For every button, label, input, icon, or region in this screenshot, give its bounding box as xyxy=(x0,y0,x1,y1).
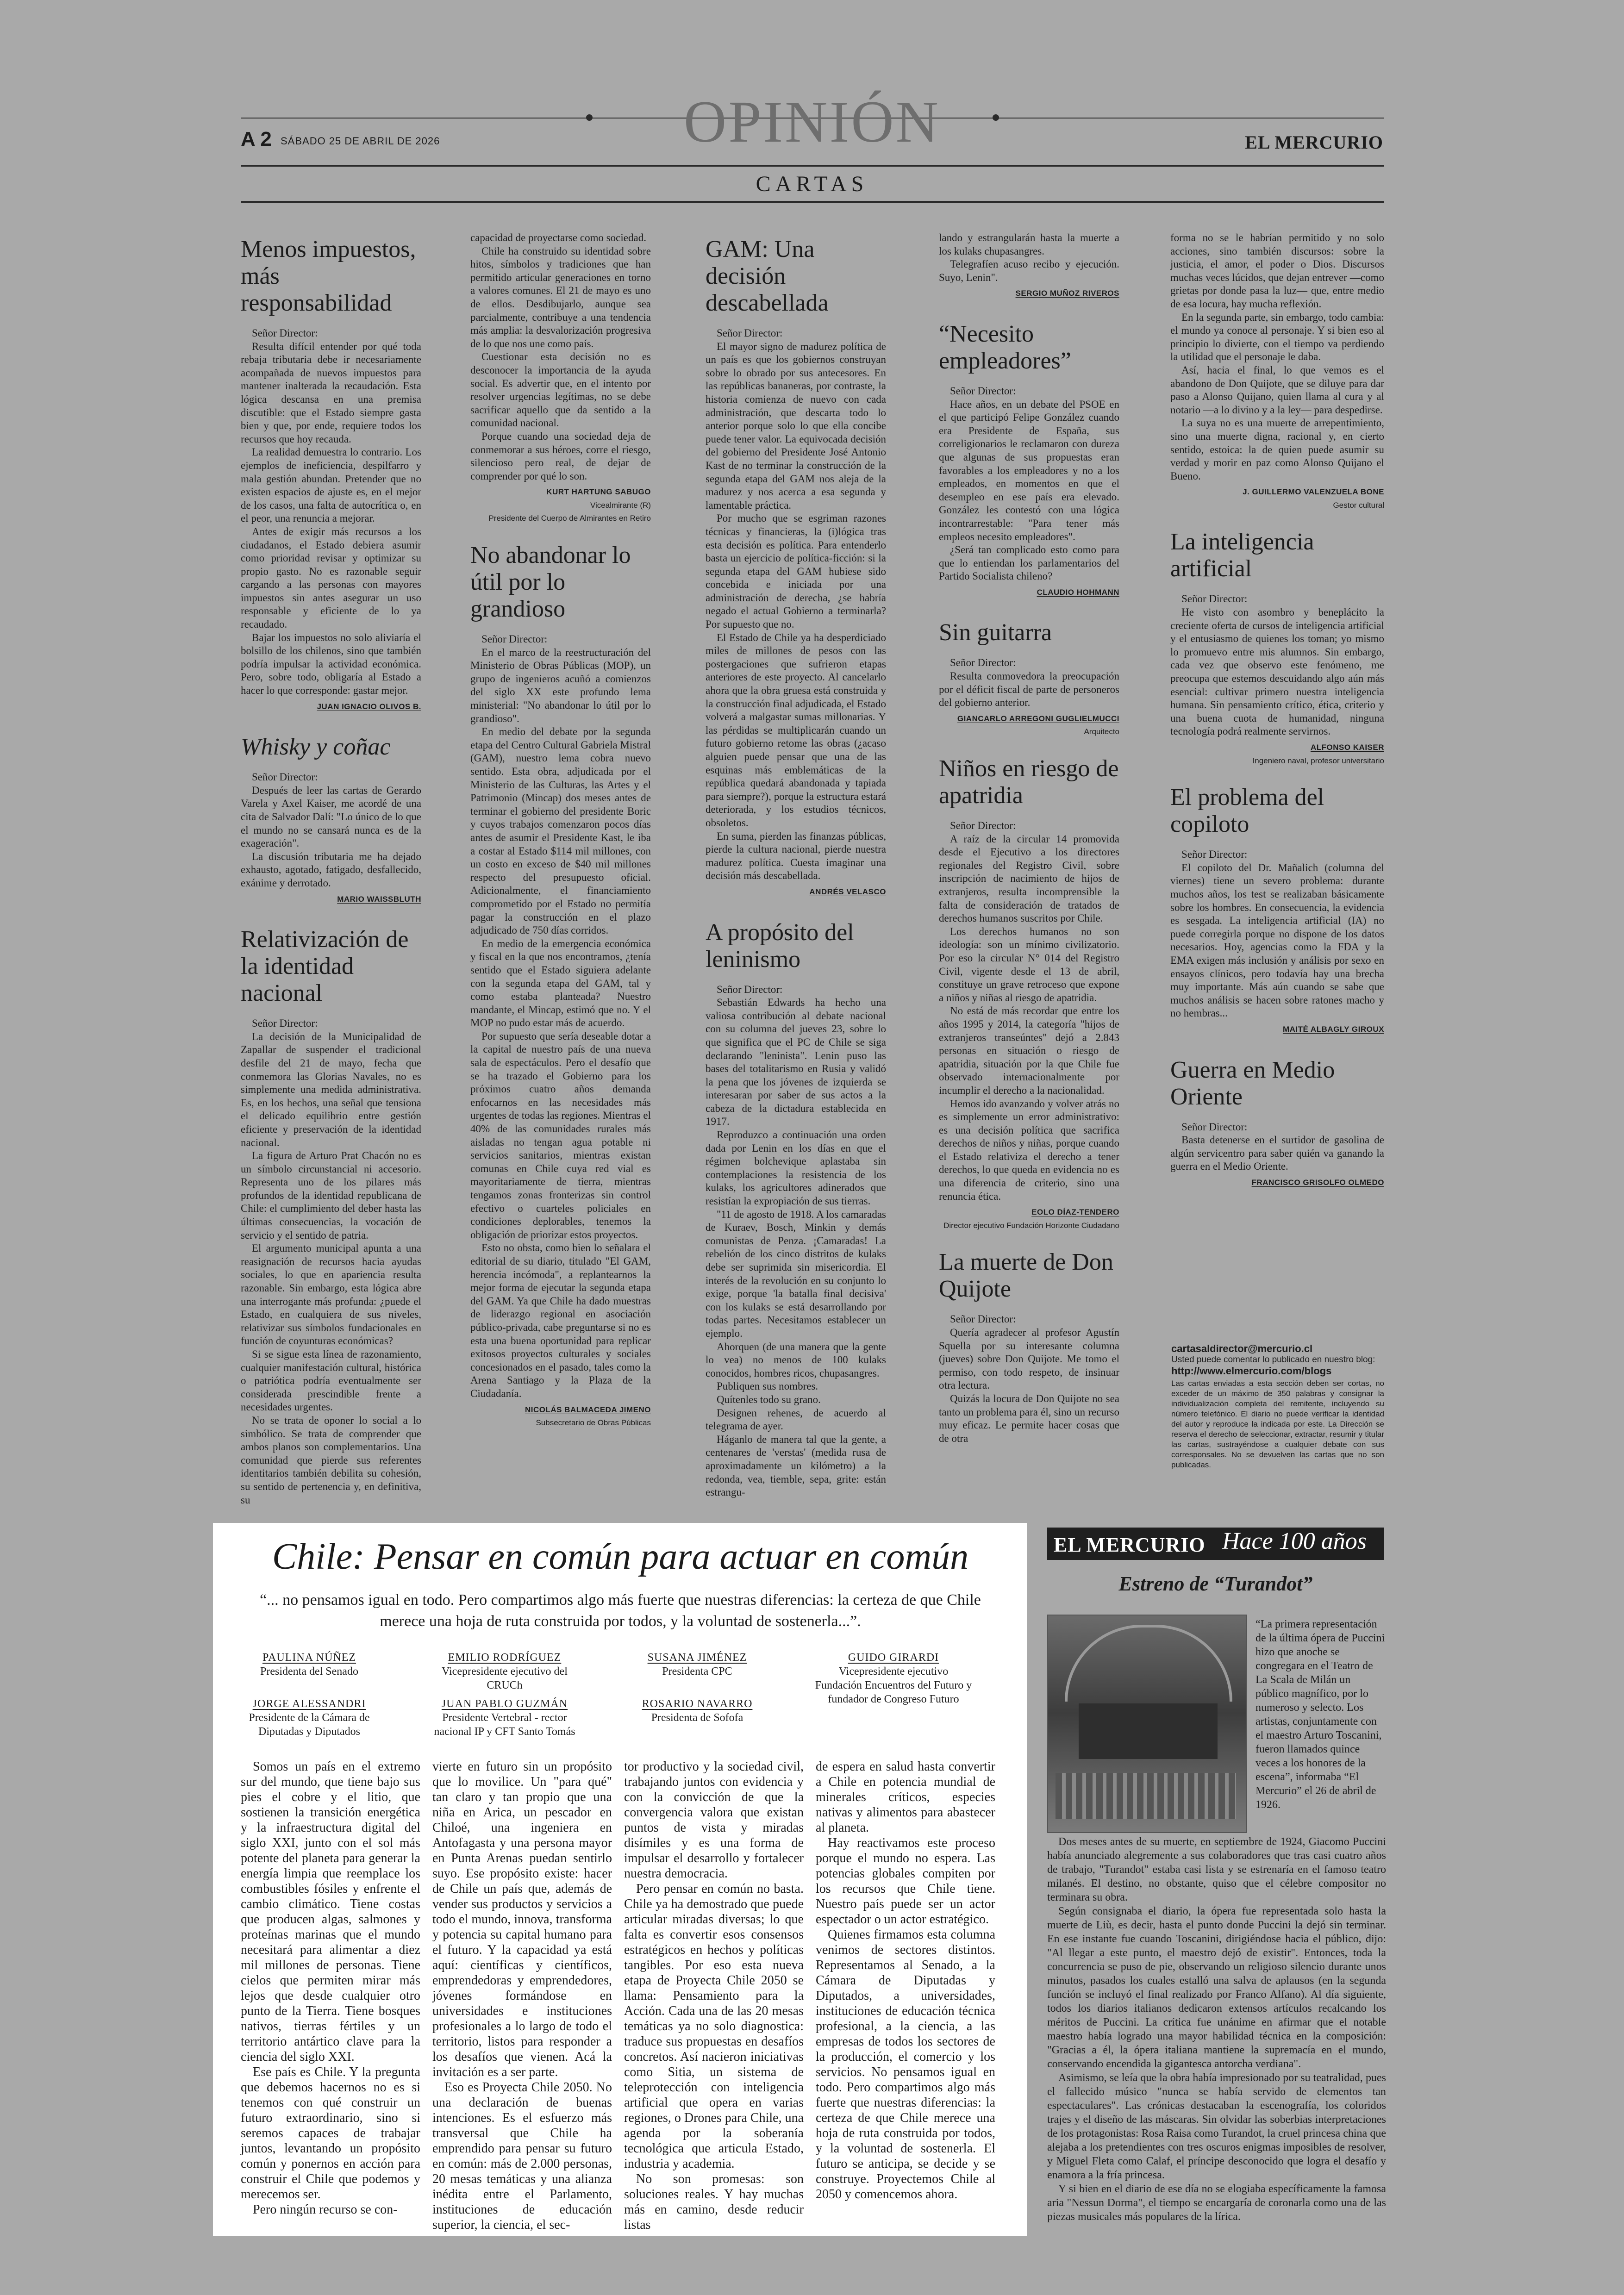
hace100-title: Estreno de “Turandot” xyxy=(1118,1572,1313,1595)
letter-paragraph: El Estado de Chile ya ha desperdiciado miles de millones de pesos con las postergaciones que sufrieron etapas anteriores de este proyecto. Al cancelarlo ahora que la obra gruesa está construida y la construcción final adjudicada, el Estado volverá a malgastar sumas millonarias. Y las pérdidas se multiplicarán cuando un futuro gobierno retome las obras (¿acaso alguien puede pensar que una de las esquinas más emblemáticas de la república quedará abandonada y tapiada para siempre?), porque la estructura estará deteriorada, y los estudios técnicos, obsoletos. xyxy=(706,631,886,829)
contact-email[interactable]: cartasaldirector@mercurio.cl xyxy=(1171,1343,1313,1354)
author-role: Presidenta del Senado xyxy=(260,1665,358,1678)
header-bottom-rule xyxy=(241,201,1384,203)
author-role: Vicepresidente ejecutivo del CRUCh xyxy=(442,1665,568,1691)
contact-blog-note: Usted puede comentar lo publicado en nuestro blog: xyxy=(1171,1355,1375,1365)
letter-continuation xyxy=(1170,231,1384,512)
contact-blog-url[interactable]: http://www.elmercurio.com/blogs xyxy=(1171,1365,1332,1377)
letter-paragraph: No se trata de oponer lo social a lo simbólico. Se trata de comprender que ambos planos son complementarios. Una comunidad que pierde sus referentes identitarios también debilita su cohesión, su sentido de pertenencia y, en definitiva, su xyxy=(241,1414,421,1506)
letter-signature: SERGIO MUÑOZ RIVEROS xyxy=(1015,289,1119,298)
letter xyxy=(706,919,886,1499)
letter xyxy=(241,734,421,906)
theatre-photo-audience xyxy=(1056,1773,1236,1819)
page-date: SÁBADO 25 DE ABRIL DE 2026 xyxy=(281,135,440,147)
letter-title: Sin guitarra xyxy=(939,619,1052,646)
page-number: A 2 xyxy=(241,128,272,150)
letter-salute: Señor Director: xyxy=(1181,848,1248,861)
author-role: Presidente de la Cámara de Diputadas y Diputados xyxy=(249,1712,370,1738)
letter-paragraph: Resulta difícil entender por qué toda rebaja tributaria debe ir necesariamente acompañada de nuevos impuestos para mantener inalterada la recaudación. Esta lógica descansa en una premisa discutible: que el Estado siempre gasta bien y que, por ende, requiere todos los recursos que hoy recauda. xyxy=(241,340,421,445)
letter-salute: Señor Director: xyxy=(717,983,783,995)
letter-continuation xyxy=(470,231,651,525)
letter-paragraph: Quería agradecer al profesor Agustín Squella por su interesante columna (jueves) sobre Don Quijote. Me tomo el permiso, con todo respeto, de insinuar otra lectura. xyxy=(939,1327,1119,1391)
letter-title: A propósito del leninismo xyxy=(706,919,854,973)
letter-signature: CLAUDIO HOHMANN xyxy=(1037,587,1119,597)
letter-paragraph: Quizás la locura de Don Quijote no sea tanto un problema para él, sino un recurso muy eficaz. Le permite hacer cosas que de otra xyxy=(939,1393,1119,1444)
feature-paragraph: tor productivo y la sociedad civil, trabajando juntos con evidencia y con la convicción de que la convergencia valora que existan puntos de vista y miradas disímiles y es una forma de impulsar el desarrollo y fortalecer nuestra democracia. xyxy=(624,1759,804,1881)
letter-paragraph: Por mucho que se esgriman razones técnicas y financieras, la (i)lógica tras esta decisión es política. Para entenderlo basta un ejercicio de política-ficción: si la segunda etapa del GAM hubiese sido concebida e iniciada por una administración de derecha, ¿se habría negado el actual Gobierno a terminarla? Por supuesto que no. xyxy=(706,512,886,630)
letters-column-3 xyxy=(706,231,886,1499)
letter-paragraph: La figura de Arturo Prat Chacón no es un símbolo circunstancial ni accesorio. Representa uno de los pilares más profundos de la identidad republicana de Chile: el cumplimiento del deber hasta las últimas consecuencias, la vocación de servicio y el sentido de patria. xyxy=(241,1150,421,1241)
feature-author xyxy=(815,1651,972,1706)
feature-column-2 xyxy=(432,1759,612,2233)
hace100-paragraph: Asimismo, se leía que la obra había impresionado por su teatralidad, pues el fallecido músico "nunca se había servido de elementos tan espectaculares". Las crónicas destacaban la escenografía, los coloridos trajes y el diseño de las máscaras. Sin olvidar las soberbias interpretaciones de los protagonistas: Rosa Raisa como Turandot, la cruel princesa china que alejaba a los pretendientes con tres oscuros enigmas imposibles de resolver, y Miguel Fleta como Calaf, el príncipe desconocido que logra el desafío y enamora a la fría princesa. xyxy=(1047,2072,1386,2181)
letter-title: Menos impuestos, más responsabilidad xyxy=(241,236,416,316)
section-title: OPINIÓN xyxy=(683,89,941,155)
letter-paragraph: En medio de la emergencia económica y fiscal en la que nos encontramos, ¿tenía sentido que el Estado siguiera adelante con la segunda etapa del GAM, tal y como estaba planteada? Nuestro mandante, el Mincap, estimó que no. Y el MOP no pudo estar más de acuerdo. xyxy=(470,937,651,1029)
feature-paragraph: Ese país es Chile. Y la pregunta que debemos hacernos no es si tenemos con qué construir un futuro extraordinario, sino si seremos capaces de trabajar juntos, levantando un propósito común y ponernos en acción para construir el Chile que podemos y merecemos ser. xyxy=(241,2065,420,2201)
hace100-paragraph: Y si bien en el diario de ese día no se elogiaba específicamente la famosa aria "Nessun Dorma", el tiempo se encargaría de coronarla como una de las piezas musicales más populares de la lírica. xyxy=(1047,2183,1386,2223)
letter-continuation xyxy=(939,231,1119,300)
letter-salute: Señor Director: xyxy=(252,1017,318,1029)
letter-paragraph: La realidad demuestra lo contrario. Los ejemplos de ineficiencia, despilfarro y mala gestión abundan. Pretender que no existen espacios de ajuste es, en el mejor de los casos, una falta de autocrítica o, en el peor, una renuncia a mejorar. xyxy=(241,446,421,524)
letter-role: Director ejecutivo Fundación Horizonte Ciudadano xyxy=(943,1221,1119,1230)
hace100-body xyxy=(1047,1835,1386,2224)
letter-paragraph: A raíz de la circular 14 promovida desde el Ejecutivo a los directores regionales del Registro Civil, sobre inscripción de nacimiento de hijos de extranjeros, resulta incomprensible la falta de consideración de tratados de derechos humanos suscritos por Chile. xyxy=(939,833,1119,924)
letters-column-5 xyxy=(1170,231,1384,1189)
feature-author xyxy=(426,1651,583,1692)
feature-paragraph: de espera en salud hasta convertir a Chile en potencia mundial de minerales críticos, especies nativas y alimentos para abastecer al planeta. xyxy=(816,1759,995,1835)
letter-signature: MARIO WAISSBLUTH xyxy=(337,894,421,904)
feature-paragraph: Somos un país en el extremo sur del mundo, que tiene bajo sus pies el cobre y el litio, que sostienen la transición energética y la infraestructura digital del siglo XXI, junto con el sol más potente del planeta para generar la energía limpia que reemplace los combustibles fósiles y enfrente el cambio climático. Tiene costas que producen algas, salmones y proteínas marinas que el mundo necesitará para alimentar a diez mil millones de personas. Tiene cielos que permiten mirar más lejos que desde cualquier otro punto de la Tierra. Tiene bosques nativos, tierras fértiles y un territorio antártico clave para la ciencia del siglo XXI. xyxy=(241,1759,420,2064)
letter-paragraph: ¿Será tan complicado esto como para que lo entiendan los parlamentarios del Partido Socialista chileno? xyxy=(939,544,1119,582)
letter-signature: NICOLÁS BALMACEDA JIMENO xyxy=(525,1405,651,1414)
letter-salute: Señor Director: xyxy=(950,820,1016,832)
author-name: JORGE ALESSANDRI xyxy=(252,1698,366,1710)
feature-paragraph: Hay reactivamos este proceso porque el mundo no espera. Las potencias globales compiten por los recursos que Chile tiene. Nuestro país puede ser un actor espectador o un actor estratégico. xyxy=(816,1836,995,1927)
letter-paragraph: Los derechos humanos no son ideología: son un mínimo civilizatorio. Por eso la circular N° 014 del Registro Civil, vigente desde el 13 de abril, constituye un grave retroceso que expone a niños y niñas al riesgo de apatridia. xyxy=(939,925,1119,1004)
feature-quote: “... no pensamos igual en todo. Pero compartimos algo más fuerte que nuestras diferencias: la certeza de que Chile merece una hoja de ruta construida por todos, y la voluntad de sostenerla...”. xyxy=(260,1591,981,1630)
letters-column-4 xyxy=(939,231,1119,1445)
letter-paragraph: Por supuesto que sería deseable dotar a la capital de nuestro país de una nueva sala de espectáculos. Pero el desafío que se ha trazado el Gobierno para los próximos cuatro años demanda enfocarnos en las necesidades más urgentes de todas las regiones. Mientras el 40% de las comunidades rurales más aisladas no tengan agua potable ni servicios sanitarios, mientras existan comunas en Chile cuya red vial es mayoritariamente de tierra, mientras tengamos zonas fronterizas sin control efectivo o cuarteles policiales en condiciones deplorables, tenemos la obligación de priorizar estos proyectos. xyxy=(470,1030,651,1241)
feature-paragraph: vierte en futuro sin un propósito que lo movilice. Un "para qué" tan claro y tan propio que una niña en Arica, un pescador en Chiloé, una ingeniera en Antofagasta y una persona mayor en Punta Arenas puedan sentirlo suyo. Ese propósito existe: hacer de Chile un país que, además de vender sus productos y servicios a todo el mundo, innova, transforma y potencia su capital humano para el futuro. Y la capacidad ya está aquí: científicas y científicos, emprendedoras y emprendedores, jóvenes formándose en universidades e instituciones profesionales a lo largo de todo el territorio, listos para responder a los desafíos que vienen. Acá la invitación es a ser parte. xyxy=(432,1759,612,2079)
letter-signature: EOLO DÍAZ-TENDERO xyxy=(1031,1208,1119,1217)
theatre-photo-stage xyxy=(1079,1703,1218,1759)
letter-signature: MAITÉ ALBAGLY GIROUX xyxy=(1282,1024,1384,1034)
hace100-label: Hace 100 años xyxy=(1222,1528,1367,1554)
letter-title: GAM: Una decisión descabellada xyxy=(706,236,829,316)
letter-paragraph: La decisión de la Municipalidad de Zapallar de suspender el tradicional desfile del 21 de mayo, fecha que conmemora las Glorias Navales, no es simplemente una medida administrativa. Es, en los hechos, una señal que tensiona el delicado equilibrio entre gestión eficiente y preservación de la identidad nacional. xyxy=(241,1030,421,1148)
letter xyxy=(939,1249,1119,1445)
letter-role: Gestor cultural xyxy=(1333,500,1384,510)
letter-paragraph: El argumento municipal apunta a una reasignación de recursos hacia ayudas sociales, lo que en apariencia resulta razonable. Sin embargo, esta lógica abre una interrogante más profunda: ¿puede el Estado, en cualquiera de sus niveles, relativizar sus símbolos fundacionales en función de coyunturas económicas? xyxy=(241,1242,421,1347)
letter xyxy=(706,236,886,899)
letter-paragraph: lando y estrangularán hasta la muerte a los kulaks chupasangres. xyxy=(939,232,1119,257)
letter-paragraph: Publiquen sus nombres. xyxy=(717,1380,818,1392)
letter-paragraph: Cuestionar esta decisión no es desconocer la importancia de la ayuda social. Es advertir que, en el intento por resolver urgencias legítimas, no se debe sacrificar aquello que da sentido a la comunidad nacional. xyxy=(470,351,651,429)
letter-salute: Señor Director: xyxy=(717,327,783,339)
author-name: EMILIO RODRÍGUEZ xyxy=(448,1652,562,1664)
letter-title: El problema del copiloto xyxy=(1170,784,1324,838)
letter-title: Guerra en Medio Oriente xyxy=(1170,1056,1335,1110)
feature-author xyxy=(618,1697,776,1725)
feature-paragraph: Pero ningún recurso se con- xyxy=(253,2202,398,2217)
letter-salute: Señor Director: xyxy=(481,633,548,645)
letters-contact-box xyxy=(1171,1343,1384,1470)
feature-column-4 xyxy=(816,1759,995,2202)
letter-paragraph: Basta detenerse en el surtidor de gasolina de algún servicentro para saber quién va ganando la guerra en el Medio Oriente. xyxy=(1170,1134,1384,1172)
author-role: Presidente Vertebral - rector nacional IP y CFT Santo Tomás xyxy=(434,1712,575,1738)
letter-paragraph: Chile ha construido su identidad sobre hitos, símbolos y tradiciones que han permitido articular generaciones en torno a valores comunes. El 21 de mayo es uno de ellos. Desdibujarlo, aunque sea parcialmente, contribuye a una tendencia más amplia: la desvalorización progresiva de lo que nos une como país. xyxy=(470,245,651,349)
letter-paragraph: Hace años, en un debate del PSOE en el que participó Felipe González cuando era Presidente de España, sus correligionarios le reclamaron con dureza que algunas de sus propuestas eran favorables a los empleadores y no a los empleados, en momentos en que el desempleo en ese país era elevado. González les contestó con una lógica incontrarrestable: "Para tener más empleos necesito empleadores". xyxy=(939,398,1119,543)
feature-paragraph: No son promesas: son soluciones reales. Y hay muchas más en camino, desde reducir listas xyxy=(624,2172,804,2232)
letter xyxy=(939,619,1119,739)
letter-role: Subsecretario de Obras Públicas xyxy=(536,1418,651,1428)
letter-salute: Señor Director: xyxy=(950,657,1016,669)
letter-signature: J. GUILLERMO VALENZUELA BONE xyxy=(1243,487,1384,497)
letter-salute: Señor Director: xyxy=(252,327,318,339)
letter-role: Ingeniero naval, profesor universitario xyxy=(1252,756,1384,765)
letter xyxy=(1170,784,1384,1036)
author-name: PAULINA NÚÑEZ xyxy=(262,1652,356,1664)
feature-column-1 xyxy=(241,1759,420,2217)
letter-paragraph: Quítenles todo su grano. xyxy=(717,1393,821,1405)
feature-author xyxy=(231,1697,388,1739)
letter-paragraph: Esto no obsta, como bien lo señalara el editorial de su diario, titulado "El GAM, herencia incómoda", a replantearnos la mejor forma de ejecutar la segunda etapa del GAM. Ya que Chile ha dado muestras de liderazgo regional en asociación público-privada, cabe preguntarse si no es esta una buena oportunidad para replicar exitosos proyectos culturales y sociales concesionados en el pasado, tales como la Arena Santiago y la Plaza de la Ciudadanía. xyxy=(470,1242,651,1399)
header-dot-left xyxy=(586,114,593,121)
letter-paragraph: Bajar los impuestos no solo aliviaría el bolsillo de los chilenos, sino que también podría impulsar la actividad económica. Pero, sobre todo, obligaría al Estado a hacer lo que corresponde: gastar mejor. xyxy=(241,631,421,697)
hace100-paragraph: Según consignaba el diario, la ópera fue representada solo hasta la muerte de Liù, es decir, hasta el punto donde Puccini la dejó sin terminar. En ese instante fue cuando Toscanini, dirigiéndose hacia el público, dijo: "Al llegar a este punto, el maestro dejó de existir". Entonces, toda la concurrencia se puso de pie, observando un religioso silencio durante unos minutos, pasados los cuales estalló una salva de aplausos (en la segunda función se incluyó el final realizado por Franco Alfano). Al día siguiente, todos los diarios italianos dedicaron extensos artículos recalcando los méritos de Puccini. La crítica fue unánime en afirmar que el notable maestro había logrado una mayor habilidad técnica en la composición: "Gracias a él, la ópera italiana mantiene la supremacía en el mundo, conservando encendida la gigantesca antorcha verdiana". xyxy=(1047,1905,1386,2070)
letter-paragraph: Reproduzco a continuación una orden dada por Lenin en los días en que el régimen bolchevique aplastaba sin contemplaciones la resistencia de los kulaks, los agricultores adinerados que resistían la expropiación de sus tierras. xyxy=(706,1129,886,1207)
feature-author xyxy=(231,1651,388,1678)
letter-signature: FRANCISCO GRISOLFO OLMEDO xyxy=(1251,1178,1384,1187)
letter-salute: Señor Director: xyxy=(1181,1121,1248,1133)
letter-role: Presidente del Cuerpo de Almirantes en Retiro xyxy=(488,514,651,523)
letter-paragraph: Porque cuando una sociedad deja de conmemorar a sus héroes, corre el riesgo, silencioso pero real, de dejar de comprender por qué lo son. xyxy=(470,430,651,482)
letter xyxy=(939,321,1119,599)
letter-paragraph: Si se sigue esta línea de razonamiento, cualquier manifestación cultural, histórica o patriótica podría eventualmente ser considerada prescindible frente a necesidades urgentes. xyxy=(241,1348,421,1413)
feature-paragraph: Eso es Proyecta Chile 2050. No una declaración de buenas intenciones. Es el esfuerzo más transversal que Chile ha emprendido para pensar su futuro en común: más de 2.000 personas, 20 mesas temáticas y una alianza inédita entre el Parlamento, instituciones de educación superior, la ciencia, el sec- xyxy=(432,2080,612,2232)
letter-paragraph: Ahorquen (de una manera que la gente lo vea) no menos de 100 kulaks conocidos, hombres ricos, chupasangres. xyxy=(706,1341,886,1379)
subsection-title: CARTAS xyxy=(756,172,868,196)
hace100-paragraph: Dos meses antes de su muerte, en septiembre de 1924, Giacomo Puccini había anunciado alegremente a sus colaboradores que tras casi cuatro años de trabajo, "Turandot" estaba casi lista y se estrenaría en el famoso teatro milanés. El destino, no obstante, quiso que el célebre compositor no terminara su obra. xyxy=(1047,1836,1386,1903)
letter-salute: Señor Director: xyxy=(252,771,318,783)
author-role: Presidenta CPC xyxy=(662,1665,732,1678)
letter-paragraph: Telegrafíen acuso recibo y ejecución. Suyo, Lenin". xyxy=(939,258,1119,283)
feature-author xyxy=(618,1651,776,1678)
feature-title: Chile: Pensar en común para actuar en común xyxy=(272,1536,969,1577)
letter-signature: ANDRÉS VELASCO xyxy=(809,887,886,896)
author-name: SUSANA JIMÉNEZ xyxy=(647,1652,747,1664)
letter-title: Niños en riesgo de apatridia xyxy=(939,755,1119,809)
letter-paragraph: En la segunda parte, sin embargo, todo cambia: el mundo ya conoce al personaje. Y si bien eso al principio lo divierte, con el tiempo va perdiendo la utilidad que el personaje le daba. xyxy=(1170,311,1384,363)
letter-title: No abandonar lo útil por lo grandioso xyxy=(470,542,631,623)
letter-salute: Señor Director: xyxy=(950,1313,1016,1325)
letter-signature: KURT HARTUNG SABUGO xyxy=(546,487,651,497)
letter-signature: ALFONSO KAISER xyxy=(1310,743,1384,752)
letter-paragraph: capacidad de proyectarse como sociedad. xyxy=(470,232,646,243)
newspaper-brand: EL MERCURIO xyxy=(1245,132,1383,153)
author-role: Vicepresidente ejecutivo Fundación Encuentros del Futuro y fundador de Congreso Futuro xyxy=(815,1665,972,1705)
letter-paragraph: forma no se le habrían permitido y no solo acciones, sino también discursos: sobre la justicia, el amor, el poder o Dios. Discursos muchas veces lúcidos, que dejan entrever —como grietas por donde pasa la luz— que, entre medio de esa locura, hay mucha reflexión. xyxy=(1170,232,1384,310)
letter xyxy=(241,236,421,713)
letter-signature: JUAN IGNACIO OLIVOS B. xyxy=(317,702,421,711)
letter-paragraph: No está de más recordar que entre los años 1995 y 2014, la categoría "hijos de extranjeros transeúntes" dejó a 2.843 personas en situación o riesgo de apatridia, situación por la que Chile fue observado internacionalmente por incumplir el derecho a la nacionalidad. xyxy=(939,1005,1119,1096)
feature-column-3 xyxy=(624,1759,804,2233)
letter-title: Relativización de la identidad nacional xyxy=(241,926,409,1007)
letter-paragraph: La discusión tributaria me ha dejado exhausto, agotado, fatigado, desfallecido, exánime y derrotado. xyxy=(241,850,421,889)
author-name: GUIDO GIRARDI xyxy=(848,1652,939,1664)
letter-paragraph: En el marco de la reestructuración del Ministerio de Obras Públicas (MOP), un grupo de ingenieros acuñó a comienzos del siglo XX este profundo lema ministerial: "No abandonar lo útil por lo grandioso". xyxy=(470,646,651,724)
letter-title: La inteligencia artificial xyxy=(1170,529,1314,582)
letter-paragraph: Así, hacia el final, lo que vemos es el abandono de Don Quijote, que se diluye para dar paso a Alonso Quijano, quien llama al cura y al notario —a lo divino y a la ley— para despedirse. xyxy=(1170,364,1384,416)
letter-role: Vicealmirante (R) xyxy=(590,500,651,510)
letter xyxy=(1170,1057,1384,1190)
letter-paragraph: Designen rehenes, de acuerdo al telegrama de ayer. xyxy=(706,1407,886,1432)
letter-signature: GIANCARLO ARREGONI GUGLIELMUCCI xyxy=(957,714,1119,723)
hace100-brand: EL MERCURIO xyxy=(1054,1534,1206,1556)
letter-title: Whisky y coñac xyxy=(241,734,391,761)
letter-salute: Señor Director: xyxy=(950,385,1016,397)
letter xyxy=(1170,529,1384,767)
letter-paragraph: Antes de exigir más recursos a los ciudadanos, el Estado debiera asumir como prioridad revisar y optimizar su propio gasto. No es razonable seguir cargando a las personas con mayores impuestos sin antes asegurar un uso responsable y eficiente de lo ya recaudado. xyxy=(241,525,421,630)
feature-author xyxy=(426,1697,583,1739)
contact-policy: Las cartas enviadas a esta sección deben ser cortas, no exceder de un máximo de 350 palabras y consignar la individualización completa del remitente, incluyendo su número telefónico. El diario no puede verificar la identidad del autor y reproduce la indicada por este. La Dirección se reserva el derecho de seleccionar, extractar, resumir y titular las cartas, sustrayéndose a cualquier debate con sus corresponsales. No se devuelven las cartas que no son publicadas. xyxy=(1171,1379,1384,1469)
letter-paragraph: En suma, pierden las finanzas públicas, pierde la cultura nacional, pierde nuestra madurez política. Cuesta imaginar una decisión más descabellada. xyxy=(706,830,886,882)
letter-title: “Necesito empleadores” xyxy=(939,320,1071,374)
feature-paragraph: Pero pensar en común no basta. Chile ya ha demostrado que puede articular miradas diversas; lo que falta es convertir esos consensos estratégicos en hechos y políticas tangibles. Por eso esta nueva etapa de Proyecta Chile 2050 se llama: Pensamiento para la Acción. Cada una de las 20 mesas temáticas ya no solo diagnostica: traduce sus propuestas en desafíos concretos. Así nacieron iniciativas como Sitia, un sistema de teleprotección con inteligencia artificial que opera en varias regiones, o Drones para Chile, una agenda por la soberanía tecnológica que articula Estado, industria y academia. xyxy=(624,1882,804,2171)
letter-paragraph: Hemos ido avanzando y volver atrás no es simplemente un error administrativo: es una decisión política que sacrifica derechos de niños y niñas, porque cuando el Estado relativiza el derecho a tener derechos, lo que queda en evidencia no es una diferencia de criterio, sino una renuncia ética. xyxy=(939,1098,1119,1202)
author-name: ROSARIO NAVARRO xyxy=(642,1698,753,1710)
letter-paragraph: Háganlo de manera tal que la gente, a centenares de 'verstas' (medida rusa de aproximadamente un kilómetro) a la redonda, vea, tiemble, sepa, grite: están estrangu- xyxy=(706,1433,886,1498)
author-name: JUAN PABLO GUZMÁN xyxy=(441,1698,568,1710)
letter-paragraph: He visto con asombro y beneplácito la creciente oferta de cursos de inteligencia artificial y el entusiasmo de quienes los toman; yo mismo lo promuevo entre mis alumnos. Sin embargo, cada vez que observo este fenómeno, me preocupa que estemos descuidando algo aún más esencial: cultivar primero nuestra inteligencia humana. Sin pensamiento crítico, ética, criterio y una buena cuota de humanidad, ninguna tecnología podrá realmente servirnos. xyxy=(1170,606,1384,737)
letter-paragraph: Después de leer las cartas de Gerardo Varela y Axel Kaiser, me acordé de una cita de Salvador Dalí: "Lo único de lo que el mundo no se cansará nunca es de la exageración". xyxy=(241,784,421,849)
letter-paragraph: Resulta conmovedora la preocupación por el déficit fiscal de parte de personeros del gobierno anterior. xyxy=(939,670,1119,709)
letter-title: La muerte de Don Quijote xyxy=(939,1249,1113,1303)
letter-role: Arquitecto xyxy=(1084,727,1119,736)
letter-paragraph: El mayor signo de madurez política de un país es que los gobiernos construyan sobre lo obrado por sus antecesores. En las repúblicas bananeras, por contraste, la historia comienza de nuevo con cada administración, que descarta todo lo anterior porque solo lo que ella concibe puede tener valor. La equivocada decisión del gobierno del Presidente José Antonio Kast de no terminar la construcción de la segunda etapa del GAM nos aleja de la madurez y nos acerca a esa segunda y lamentable práctica. xyxy=(706,340,886,511)
letter-paragraph: Sebastián Edwards ha hecho una valiosa contribución al debate nacional con su columna del jueves 23, sobre lo que significa que el PC de Chile se siga declarando "leninista". Lenin puso las bases del totalitarismo en Rusia y validó la pena que los jóvenes de izquierda se interesaran por saber de sus actos a la cabeza de la dictadura establecida en 1917. xyxy=(706,997,886,1128)
letter xyxy=(241,926,421,1507)
feature-paragraph: Quienes firmamos esta columna venimos de sectores distintos. Representamos al Senado, a la Cámara de Diputadas y Diputados, a universidades, instituciones de educación técnica profesional, a la ciencia, a las empresas de todos los sectores de la producción, el comercio y los servicios. No pensamos igual en todo. Pero compartimos algo más fuerte que nuestras diferencias: la certeza de que Chile merece una hoja de ruta construida por todos, y la voluntad de sostenerla. El futuro se anticipa, se decide y se construye. Proyectemos Chile al 2050 y comencemos ahora. xyxy=(816,1927,995,2201)
letter xyxy=(939,755,1119,1232)
letters-column-2 xyxy=(470,231,651,1447)
letters-column-1 xyxy=(241,231,421,1507)
letter-paragraph: La suya no es una muerte de arrepentimiento, sino una muerte digna, racional y, en cierto sentido, estoica: la de quien puede asumir su verdad y morir en paz como Alonso Quijano el Bueno. xyxy=(1170,417,1384,482)
author-role: Presidenta de Sofofa xyxy=(651,1712,743,1724)
hace100-intro: “La primera representación de la última ópera de Puccini hizo que anoche se congregara en el Teatro de La Scala de Milán un público magnífico, por lo numeroso y selecto. Los artistas, conjuntamente con el maestro Arturo Toscanini, fueron llamados quince veces a los honores de la escena”, informaba “El Mercurio” el 26 de abril de 1926. xyxy=(1255,1618,1385,1811)
letter xyxy=(470,542,651,1430)
header-mid-rule xyxy=(241,165,1384,167)
letter-paragraph: El copiloto del Dr. Mañalich (columna del viernes) tiene un severo problema: durante muchos años, los test se realizaban básicamente sobre los hombres. En consecuencia, la evidencia es sesgada. La inteligencia artificial (IA) no puede corregirla porque no dispone de los datos necesarios. Hoy, agencias como la FDA y la EMA exigen más inclusión y análisis por sexo en ensayos clínicos, pero todavía hay una brecha muy importante. Más aún cuando se sabe que muchos análisis se hacen sobre ratones macho y no hembras... xyxy=(1170,861,1384,1019)
letter-paragraph: En medio del debate por la segunda etapa del Centro Cultural Gabriela Mistral (GAM), nuestro lema cobra nuevo sentido. Esta obra, adjudicada por el Ministerio de las Culturas, las Artes y el Patrimonio (Mincap) dos meses antes de terminar el gobierno del presidente Boric y cuyos trabajos comenzaron pocos días antes de asumir el Presidente Kast, le iba a costar al Estado $114 mil millones, con un costo en exceso de $40 mil millones respecto del presupuesto oficial. Adicionalmente, el financiamiento comprometido por el Estado no permitía pagar la construcción en el plazo adjudicado de 750 días corridos. xyxy=(470,726,651,936)
letter-paragraph: "11 de agosto de 1918. A los camaradas de Kuraev, Bosch, Minkin y demás comunistas de Penza. ¡Camaradas! La rebelión de los cinco distritos de kulaks debe ser suprimida sin misericordia. El interés de la revolución en su conjunto lo exige, porque 'la batalla final decisiva' con los kulaks se está desarrollando por todas partes. Necesitamos establecer un ejemplo. xyxy=(706,1208,886,1339)
letter-salute: Señor Director: xyxy=(1181,593,1248,605)
